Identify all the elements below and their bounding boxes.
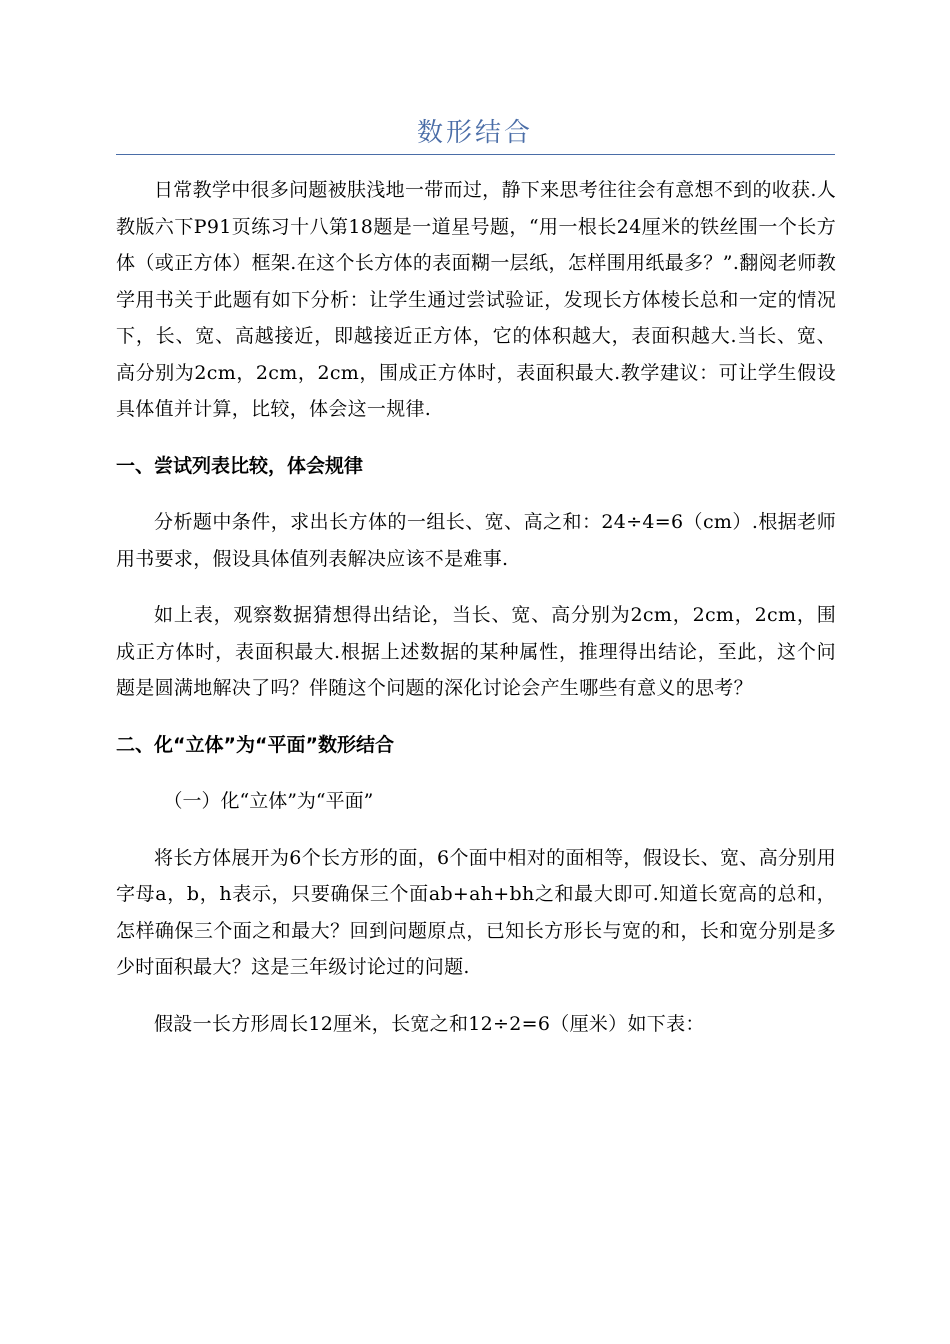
paragraph-unfold: 将长方体展开为6个长方形的面，6个面中相对的面相等，假设长、宽、高分别用字母a，b，h表示，只要确保三个面ab+ah+bh之和最大即可.知道长宽高的总和，怎样确保三个面之和最大？回到问题原点，已知长方形长与宽的和，长和宽分别是多少时面积最大？这是三年级讨论过的问题.	[116, 846, 836, 978]
paragraph-intro: 日常教学中很多问题被肤浅地一带而过，静下来思考往往会有意想不到的收获.人教版六下P91页练习十八第18题是一道星号题，“用一根长24厘米的铁丝围一个长方体（或正方体）框架.在这个长方体的表面糊一层纸，怎样围用纸最多？”.翻阅老师教学用书关于此题有如下分析：让学生通过尝试验证，发现长方体棱长总和一定的情况下，长、宽、高越接近，即越接近正方体，它的体积越大，表面积越大.当长、宽、高分别为2cm，2cm，2cm，围成正方体时，表面积最大.教学建议：可让学生假设具体值并计算，比较，体会这一规律.	[116, 179, 836, 420]
paragraph-observation: 如上表，观察数据猜想得出结论，当长、宽、高分别为2cm，2cm，2cm，围成正方体时，表面积最大.根据上述数据的某种属性，推理得出结论，至此，这个问题是圆满地解决了吗？伴随这个问题的深化讨论会产生哪些有意义的思考？	[116, 604, 836, 699]
paragraph-table-intro: 假設一长方形周长12厘米，长宽之和12÷2=6（厘米）如下表：	[154, 1012, 705, 1035]
subsection-heading: （一）化“立体”为“平面”	[163, 790, 374, 812]
title-underline	[116, 154, 835, 155]
document-title: 数形结合	[416, 118, 533, 148]
section-heading-1: 一、尝试列表比较，体会规律	[116, 454, 364, 477]
document-body	[116, 172, 836, 1042]
paragraph-analysis: 分析题中条件，求出长方体的一组长、宽、高之和：24÷4=6（cm）.根据老师用书要求，假设具体值列表解决应该不是难事.	[116, 511, 836, 570]
section-heading-2: 二、化“立体”为“平面”数形结合	[116, 733, 394, 756]
